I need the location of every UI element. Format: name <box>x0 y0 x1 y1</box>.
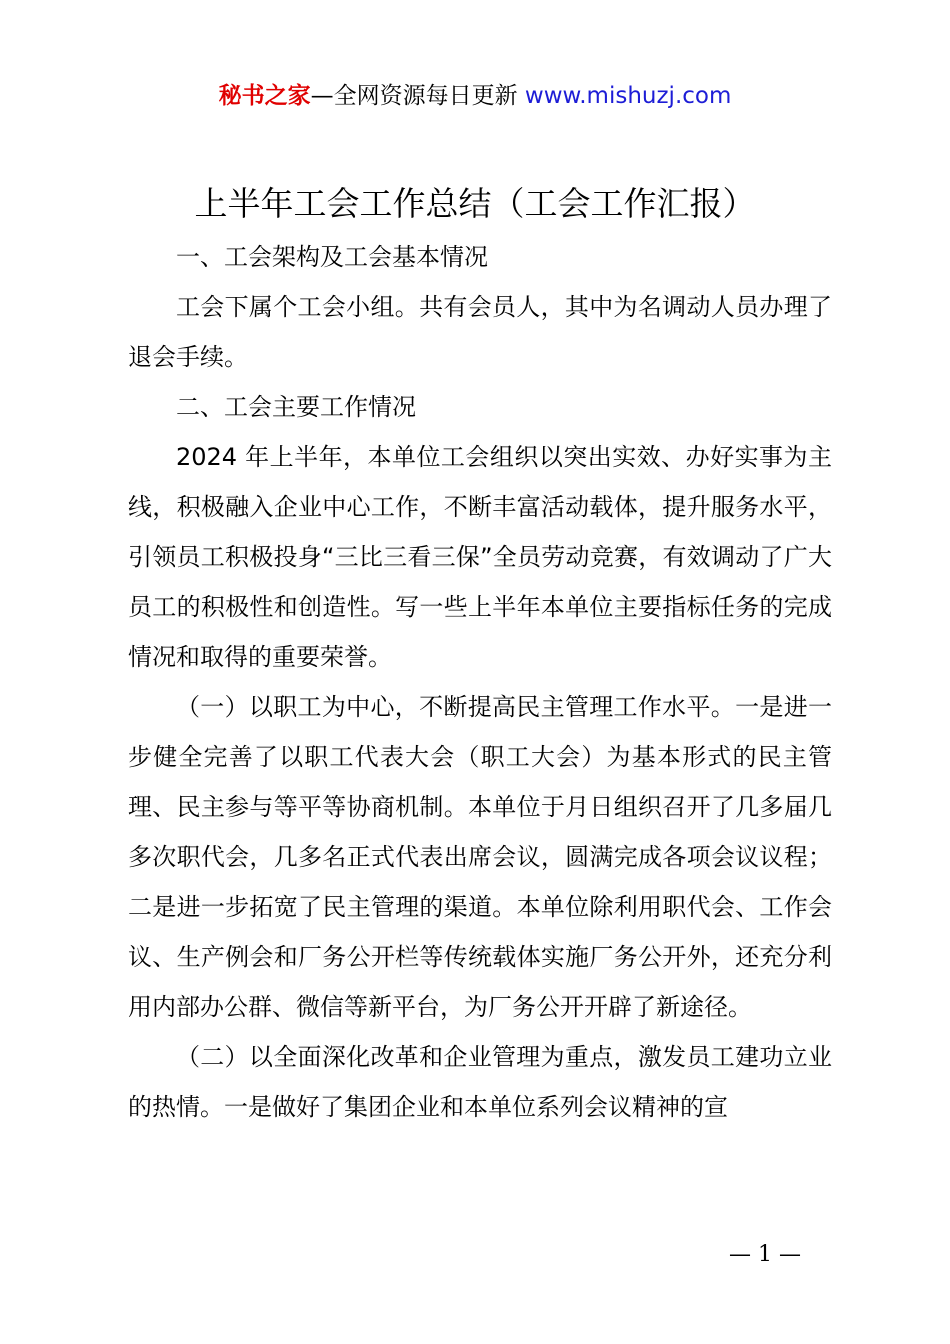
banner-tagline: —全网资源每日更新 <box>310 83 525 109</box>
document-title: 上半年工会工作总结（工会工作汇报） <box>194 184 756 223</box>
section-heading-1: 一、工会架构及工会基本情况 <box>176 243 488 271</box>
paragraph-union-structure: 工会下属个工会小组。共有会员人，其中为名调动人员办理了退会手续。 <box>128 293 832 371</box>
site-banner <box>0 80 950 112</box>
paragraph-reform: （二）以全面深化改革和企业管理为重点，激发员工建功立业的热情。一是做好了集团企业和本单位系列会议精神的宣 <box>128 1043 832 1121</box>
site-url-link[interactable]: www.mishuzj.com <box>524 83 732 109</box>
paragraph-democratic-management: （一）以职工为中心，不断提高民主管理工作水平。一是进一步健全完善了以职工代表大会（职工大会）为基本形式的民主管理、民主参与等平等协商机制。本单位于月日组织召开了几多届几多次职代会，几多名正式代表出席会议，圆满完成各项会议议程；二是进一步拓宽了民主管理的渠道。本单位除利用职代会、工作会议、生产例会和厂务公开栏等传统载体实施厂务公开外，还充分利用内部办公群、微信等新平台，为厂务公开开辟了新途径。 <box>128 693 832 1021</box>
paragraph-overview: 2024 年上半年，本单位工会组织以突出实效、办好实事为主线，积极融入企业中心工作，不断丰富活动载体，提升服务水平，引领员工积极投身“三比三看三保”全员劳动竞赛，有效调动了广大员工的积极性和创造性。写一些上半年本单位主要指标任务的完成情况和取得的重要荣誉。 <box>128 443 832 671</box>
document-body <box>128 232 832 1132</box>
page-number: — 1 — <box>729 1242 801 1267</box>
section-heading-2: 二、工会主要工作情况 <box>176 393 416 421</box>
brand-name: 秘书之家 <box>218 83 311 109</box>
